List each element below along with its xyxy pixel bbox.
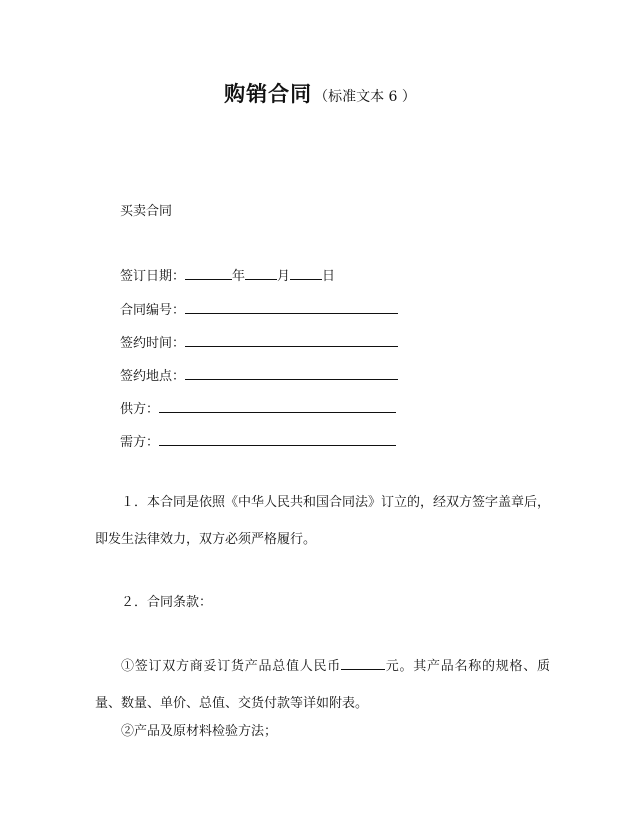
contract-no-blank — [185, 300, 398, 314]
sign-place-row — [120, 366, 398, 385]
sign-time-row — [120, 333, 398, 352]
clause-1: １．本合同是依照《中华人民共和国合同法》订立的，经双方签字盖章后，即发生法律效力，双方必须严格履行。 — [95, 495, 551, 547]
year-label: 年 — [232, 269, 246, 284]
month-blank — [245, 266, 277, 280]
sign-time-label: 签约时间： — [120, 336, 186, 351]
supplier-label: 供方： — [120, 402, 160, 417]
clause-2-heading: ２．合同条款： — [121, 595, 213, 610]
buyer-label: 需方： — [120, 435, 160, 450]
sign-place-blank — [185, 366, 398, 380]
month-label: 月 — [277, 269, 291, 284]
clause-2-item-1-start: ①签订双方商妥订货产品总值人民币 — [121, 659, 341, 674]
contract-no-row — [120, 300, 398, 319]
sign-place-label: 签约地点： — [120, 369, 186, 384]
title-main: 购销合同 — [224, 82, 313, 106]
day-blank — [290, 266, 322, 280]
clause-2-item-2: ②产品及原材料检验方法； — [121, 724, 278, 739]
supplier-row — [120, 399, 396, 418]
clause-2-item-1 — [95, 648, 550, 722]
buyer-blank — [159, 432, 396, 446]
sign-date-label: 签订日期： — [120, 269, 186, 284]
day-label: 日 — [322, 269, 336, 284]
title-subtitle: （标准文本 6 ） — [314, 89, 416, 105]
year-blank — [185, 266, 232, 280]
sign-date-row — [120, 266, 335, 285]
sign-time-blank — [185, 333, 398, 347]
document-title — [0, 78, 640, 108]
buyer-row — [120, 432, 396, 451]
total-value-blank — [341, 656, 385, 670]
clause-2-item-1-end: 元。其产品名称的规格、质量、数量、单价、总值、交货付款等详如附表。 — [95, 659, 550, 711]
contract-no-label: 合同编号： — [120, 303, 186, 318]
supplier-blank — [159, 399, 396, 413]
document-type: 买卖合同 — [120, 204, 173, 219]
